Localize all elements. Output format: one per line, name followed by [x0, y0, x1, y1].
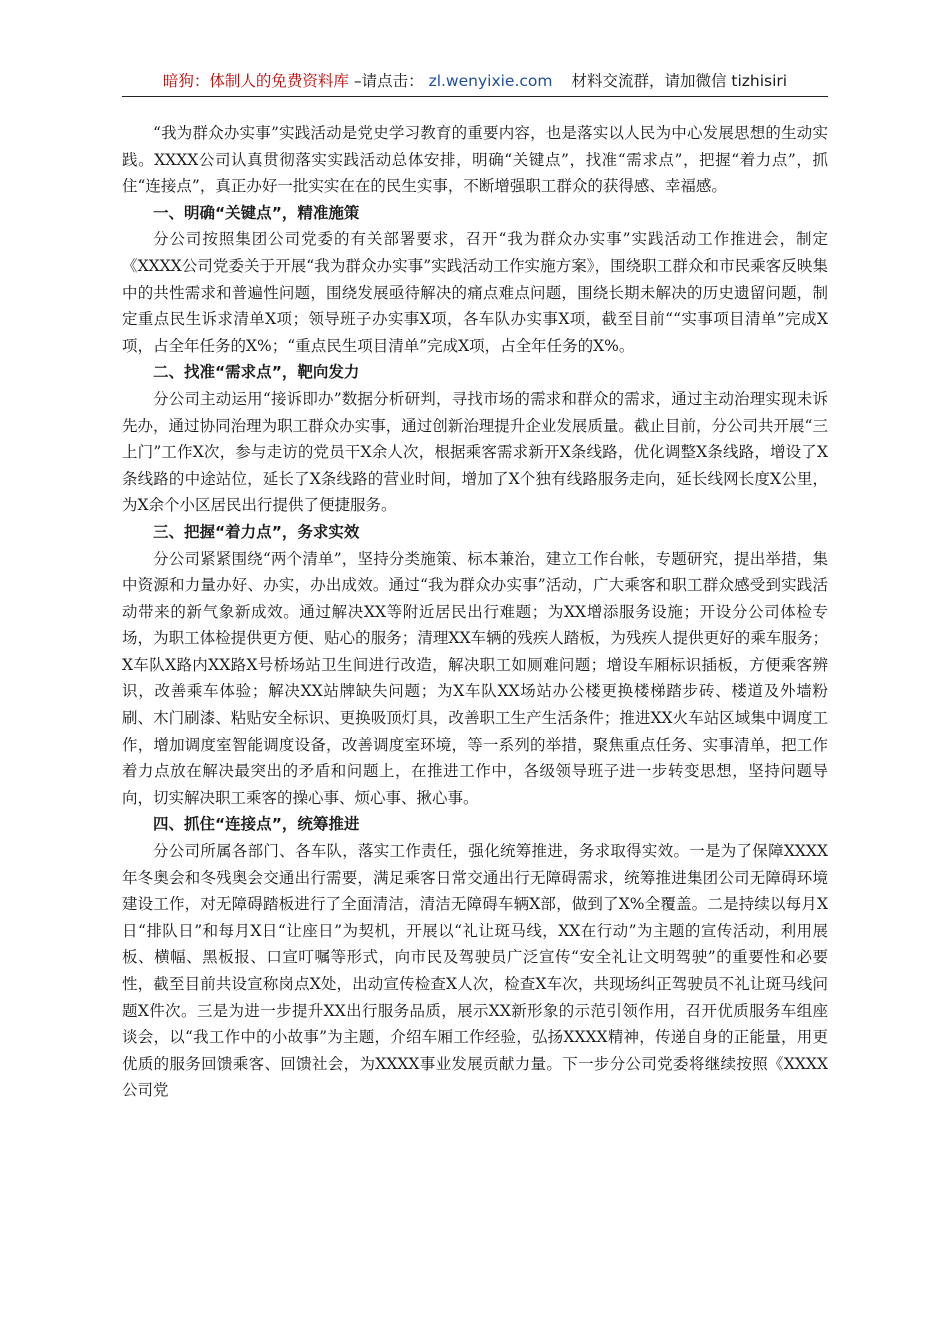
intro-paragraph: “我为群众办实事”实践活动是党史学习教育的重要内容，也是落实以人民为中心发展思想的生动实践。XXXX公司认真贯彻落实实践活动总体安排，明确“关键点”，找准“需求点”，把握“着力点”，抓住“连接点”，真正办好一批实实在在的民生实事，不断增强职工群众的获得感、幸福感。	[122, 124, 828, 196]
header-divider	[122, 96, 828, 97]
section-body-1: 分公司按照集团公司党委的有关部署要求，召开“我为群众办实事”实践活动工作推进会，制定《XXXX公司党委关于开展“我为群众办实事”实践活动工作实施方案》，围绕职工群众和市民乘客反映集中的共性需求和普遍性问题，围绕发展亟待解决的痛点难点问题，围绕长期未解决的历史遗留问题，制定重点民生诉求清单X项；领导班子办实事X项，各车队办实事X项，截至目前““实事项目清单”完成X项，占全年任务的X%；“重点民生项目清单”完成X项，占全年任务的X%。	[122, 230, 828, 355]
section-body-2: 分公司主动运用“接诉即办”数据分析研判，寻找市场的需求和群众的需求，通过主动治理实现未诉先办，通过协同治理为职工群众办实事，通过创新治理提升企业发展质量。截止目前，分公司共开展“三上门”工作X次，参与走访的党员干X余人次，根据乘客需求新开X条线路，优化调整X条线路，增设了X条线路的中途站位，延长了X条线路的营业时间，增加了X个独有线路服务走向，延长线网长度X公里，为X余个小区居民出行提供了便捷服务。	[122, 389, 828, 515]
section-heading-2: 二、找准“需求点”，靶向发力	[153, 363, 360, 382]
banner-wechat-note: 材料交流群，请加微信 tizhisiri	[571, 72, 788, 90]
section-heading-1: 一、明确“关键点”，精准施策	[153, 203, 360, 222]
banner-click-prompt: –请点击：	[353, 72, 424, 90]
section-body-3: 分公司紧紧围绕“两个清单”，坚持分类施策、标本兼治，建立工作台帐，专题研究，提出举措，集中资源和力量办好、办实，办出成效。通过“我为群众办实事”活动，广大乘客和职工群众感受到实践活动带来的新气象新成效。通过解决XX等附近居民出行难题；为XX增添服务设施；开设分公司体检专场，为职工体检提供更方便、贴心的服务；清理XX车辆的残疾人踏板，为残疾人提供更好的乘车服务；X车队X路内XX路X号桥场站卫生间进行改造，解决职工如厕难问题；增设车厢标识插板，方便乘客辨识，改善乘车体验；解决XX站牌缺失问题；为X车队XX场站办公楼更换楼梯踏步砖、楼道及外墙粉刷、木门刷漆、粘贴安全标识、更换吸顶灯具，改善职工生产生活条件；推进XX火车站区域集中调度工作，增加调度室智能调度设备，改善调度室环境，等一系列的举措，聚焦重点任务、实事清单，把工作着力点放在解决最突出的矛盾和问题上，在推进工作中，各级领导班子进一步转变思想，坚持问题导向，切实解决职工乘客的操心事、烦心事、揪心事。	[122, 549, 828, 807]
section-body-4: 分公司所属各部门、各车队，落实工作责任，强化统筹推进，务求取得实效。一是为了保障XXXX年冬奥会和冬残奥会交通出行需要，满足乘客日常交通出行无障碍需求，统筹推进集团公司无障碍环境建设工作，对无障碍踏板进行了全面清洁，清洁无障碍车辆X部，做到了X%全覆盖。二是持续以每月X日“排队日”和每月X日“让座日”为契机，开展以“礼让斑马线，XX在行动”为主题的宣传活动，利用展板、横幅、黑板报、口宣叮嘱等形式，向市民及驾驶员广泛宣传“安全礼让文明驾驶”的重要性和必要性，截至目前共设宣称岗点X处，出动宣传检查X人次，检查X车次，共现场纠正驾驶员不礼让斑马线问题X件次。三是为进一步提升XX出行服务品质，展示XX新形象的示范引领作用，召开优质服务车组座谈会，以“我工作中的小故事”为主题，介绍车厢工作经验，弘扬XXXX精神，传递自身的正能量，用更优质的服务回馈乘客、回馈社会，为XXXX事业发展贡献力量。下一步分公司党委将继续按照《XXXX公司党	[122, 842, 828, 1100]
header-banner	[122, 66, 828, 96]
section-heading-3: 三、把握“着力点”，务求实效	[153, 522, 360, 541]
banner-link[interactable]: zl.wenyixie.com	[428, 72, 553, 90]
document-body	[122, 120, 828, 1104]
section-heading-4: 四、抓住“连接点”，统筹推进	[153, 815, 360, 834]
banner-title: 暗狗：体制人的免费资料库	[162, 72, 349, 90]
